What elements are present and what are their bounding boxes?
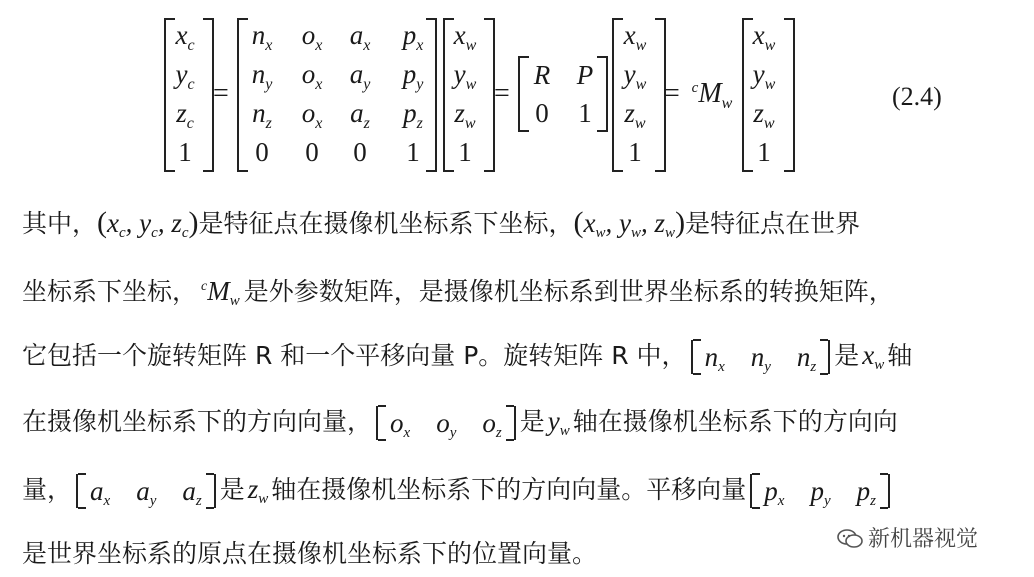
t-cell-1-3: $p_y$ [402, 59, 424, 93]
extrinsic-matrix-symbol: $^cM_w$ [691, 78, 733, 112]
text-l3-c: 轴 [887, 341, 913, 370]
w3-yw: $y_w$ [752, 59, 776, 93]
t-cell-0-2: $a_x$ [349, 20, 371, 54]
text-line-2: 坐标系下坐标， $^cM_w$ 是外参数矩阵，是摄像机坐标系到世界坐标系的转换矩阵， [22, 276, 894, 309]
t-cell-1-0: $n_y$ [251, 59, 273, 93]
text-l5-c: 轴在摄像机坐标系下的方向向量。平移向量 [271, 475, 747, 504]
w3-zw: $z_w$ [753, 98, 775, 132]
t-cell-3-2: 0 [353, 137, 367, 167]
rp-0: 0 [535, 98, 549, 128]
t-cell-1-1: $o_x$ [301, 59, 323, 93]
t-cell-3-3: 1 [406, 137, 420, 167]
t-cell-2-0: $n_z$ [252, 98, 272, 132]
lhs-xc: $x_c$ [175, 20, 195, 54]
equation-2-4 [0, 0, 1034, 190]
text-l4-a: 在摄像机坐标系下的方向向量， [22, 407, 373, 436]
lhs-zc: $z_c$ [176, 98, 194, 132]
a-vector: $a_x$ $a_y$ $a_z$ [76, 474, 216, 508]
text-l3-a: 它包括一个旋转矩阵 R 和一个平移向量 P。旋转矩阵 R 中， [22, 341, 687, 370]
text-l1-b: 是特征点在摄像机坐标系下坐标， [198, 209, 574, 238]
w2-one: 1 [628, 137, 642, 167]
w-one: 1 [458, 137, 472, 167]
w3-one: 1 [757, 137, 771, 167]
o-vector: $o_x$ $o_y$ $o_z$ [376, 406, 516, 440]
equals-2: = [494, 78, 510, 109]
t-cell-2-3: $p_z$ [403, 98, 423, 132]
watermark-text: 新机器视觉 [868, 527, 979, 552]
t-cell-2-2: $a_z$ [350, 98, 370, 132]
w-xw: $x_w$ [453, 20, 477, 54]
w-zw: $z_w$ [454, 98, 476, 132]
rp-R: R [533, 60, 551, 90]
text-l5-a: 量， [22, 475, 73, 504]
t-cell-0-1: $o_x$ [301, 20, 323, 54]
w3-xw: $x_w$ [752, 20, 776, 54]
equation-number: (2.4) [892, 82, 942, 111]
rp-1: 1 [578, 98, 592, 128]
t-cell-3-1: 0 [305, 137, 319, 167]
text-l6-a: 是世界坐标系的原点在摄像机坐标系下的位置向量。 [22, 539, 598, 568]
w2-xw: $x_w$ [623, 20, 647, 54]
t-cell-0-0: $n_x$ [251, 20, 273, 54]
text-line-1: 其中，($x_c$, $y_c$, $z_c$)是特征点在摄像机坐标系下坐标，($x_w$, $y_w$, $z_w$)是特征点在世界 [22, 206, 861, 241]
p-vector: $p_x$ $p_y$ $p_z$ [750, 474, 890, 508]
w-yw: $y_w$ [453, 59, 477, 93]
t-cell-2-1: $o_x$ [301, 98, 323, 132]
text-line-4: 在摄像机坐标系下的方向向量， $o_x$ $o_y$ $o_z$ 是 $y_w$ 轴在摄像机坐标系下的方向向 [22, 406, 898, 441]
wechat-icon [836, 527, 864, 549]
text-l2-b: 是外参数矩阵，是摄像机坐标系到世界坐标系的转换矩阵， [243, 277, 894, 306]
text-line-3: 它包括一个旋转矩阵 R 和一个平移向量 P。旋转矩阵 R 中， $n_x$ $n_y$ $n_z$ 是 $x_w$ 轴 [22, 340, 913, 375]
equals-3: = [664, 78, 680, 109]
watermark [836, 522, 978, 553]
t-cell-0-3: $p_x$ [402, 20, 424, 54]
text-l1-c: 是特征点在世界 [685, 209, 861, 238]
text-l4-b: 是 [519, 407, 545, 436]
text-l3-b: 是 [834, 341, 860, 370]
text-l1-a: 其中， [22, 209, 98, 238]
n-vector: $n_x$ $n_y$ $n_z$ [691, 340, 831, 374]
equals-1: = [213, 78, 229, 109]
rp-P: P [576, 60, 594, 90]
lhs-one: 1 [178, 137, 192, 167]
w2-zw: $z_w$ [624, 98, 646, 132]
t-cell-3-0: 0 [255, 137, 269, 167]
w2-yw: $y_w$ [623, 59, 647, 93]
text-line-5: 量， $a_x$ $a_y$ $a_z$ 是 $z_w$ 轴在摄像机坐标系下的方向向量。平移向量 $p_x$ $p_y$ $p_z$ [22, 470, 894, 508]
text-line-6 [22, 534, 597, 570]
text-l2-a: 坐标系下坐标， [22, 277, 198, 306]
t-cell-1-2: $a_y$ [349, 59, 371, 93]
text-l5-b: 是 [219, 475, 245, 504]
text-l4-c: 轴在摄像机坐标系下的方向向 [572, 407, 898, 436]
lhs-yc: $y_c$ [175, 59, 195, 93]
